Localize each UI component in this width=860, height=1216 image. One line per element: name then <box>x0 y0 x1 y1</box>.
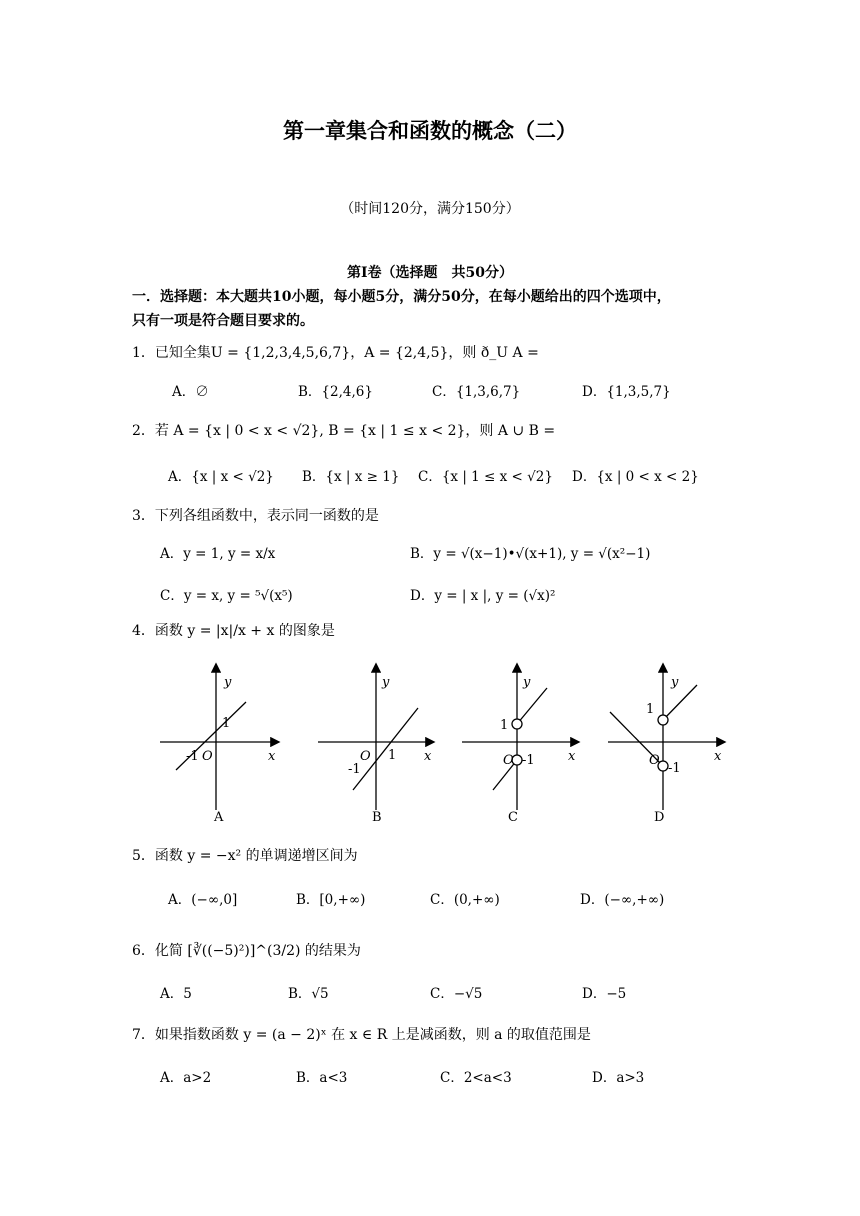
graph-c-x-label: x <box>568 749 576 764</box>
graph-a-one: 1 <box>222 716 231 731</box>
question-7-option-a: A．a>2 <box>160 1070 212 1086</box>
graph-b-y-label: y <box>382 675 390 690</box>
graph-a-x-label: x <box>268 749 276 764</box>
part-header: 第Ⅰ卷（选择题 共50分） <box>346 265 514 281</box>
question-5-option-c: C．(0,+∞) <box>430 892 500 908</box>
question-2-stem: 2．若 A = {x | 0 < x < √2}, B = {x | 1 ≤ x < 2}，则 A ∪ B = <box>132 423 556 439</box>
question-5-option-d: D．(−∞,+∞) <box>580 892 665 908</box>
graph-c-caption: C <box>508 810 518 825</box>
question-2-option-a: A．{x | x < √2} <box>168 469 274 485</box>
graph-b-one: 1 <box>388 748 397 763</box>
graph-a-y-label: y <box>224 675 232 690</box>
question-4-graphs <box>150 660 730 840</box>
question-5-option-b: B．[0,+∞) <box>296 892 366 908</box>
graph-c-neg-one: -1 <box>522 753 535 768</box>
graph-d-y-label: y <box>671 675 679 690</box>
question-3-stem: 3．下列各组函数中，表示同一函数的是 <box>132 508 379 524</box>
graph-c-one: 1 <box>500 718 509 733</box>
graph-b-origin: O <box>360 749 371 764</box>
graph-d-x-label: x <box>714 749 722 764</box>
question-6-stem: 6．化简 [∛((−5)²)]^(3/2) 的结果为 <box>132 943 361 959</box>
question-1-option-b: B．{2,4,6} <box>298 384 373 400</box>
graph-c-origin: O <box>503 753 514 768</box>
question-2-option-b: B．{x | x ≥ 1} <box>302 469 400 485</box>
question-1-option-a: A．∅ <box>172 384 209 400</box>
question-2-option-d: D．{x | 0 < x < 2} <box>572 469 699 485</box>
page-title: 第一章集合和函数的概念（二） <box>283 118 577 143</box>
graph-c <box>462 665 578 810</box>
graph-b-x-label: x <box>424 749 432 764</box>
graph-d-one: 1 <box>646 702 655 717</box>
question-7-option-d: D．a>3 <box>592 1070 645 1086</box>
graph-d-neg-one: -1 <box>668 761 681 776</box>
question-4-stem: 4．函数 y = |x|/x + x 的图象是 <box>132 623 335 639</box>
graph-b <box>318 665 433 810</box>
question-6-option-c: C．−√5 <box>430 986 483 1002</box>
graph-a-neg-one: -1 <box>186 749 199 764</box>
graph-d <box>608 665 724 810</box>
time-score-note: （时间120分，满分150分） <box>340 201 520 217</box>
graph-a <box>160 665 278 810</box>
question-7-option-b: B．a<3 <box>296 1070 348 1086</box>
question-6-option-d: D．−5 <box>582 986 627 1002</box>
question-3-option-c: C．y = x, y = ⁵√(x⁵) <box>160 588 293 604</box>
graph-d-caption: D <box>654 810 665 825</box>
section-instruction-line2: 只有一项是符合题目要求的。 <box>132 313 314 329</box>
graph-a-caption: A <box>214 810 224 825</box>
section-instruction-line1: 一．选择题：本大题共10小题，每小题5分，满分50分，在每小题给出的四个选项中， <box>132 289 671 305</box>
question-3-option-d: D．y = | x |, y = (√x)² <box>410 588 556 604</box>
question-7-option-c: C．2<a<3 <box>440 1070 512 1086</box>
graph-d-origin: O <box>649 753 660 768</box>
question-1-option-d: D．{1,3,5,7} <box>582 384 671 400</box>
graph-b-neg-one: -1 <box>348 762 361 777</box>
question-6-option-a: A．5 <box>160 986 192 1002</box>
question-1-stem: 1．已知全集U = {1,2,3,4,5,6,7}，A = {2,4,5}，则 ð_U A = <box>132 345 539 361</box>
question-6-option-b: B．√5 <box>288 986 329 1002</box>
question-7-stem: 7．如果指数函数 y = (a − 2)ˣ 在 x ∈ R 上是减函数，则 a 的取值范围是 <box>132 1027 591 1043</box>
question-2-option-c: C．{x | 1 ≤ x < √2} <box>418 469 553 485</box>
graph-c-y-label: y <box>523 675 531 690</box>
graph-b-caption: B <box>372 810 382 825</box>
question-1-option-c: C．{1,3,6,7} <box>432 384 521 400</box>
question-5-option-a: A．(−∞,0] <box>168 892 238 908</box>
question-3-option-b: B．y = √(x−1)•√(x+1), y = √(x²−1) <box>410 546 651 562</box>
question-3-option-a: A．y = 1, y = x/x <box>160 546 276 562</box>
graph-a-origin: O <box>202 749 213 764</box>
question-5-stem: 5．函数 y = −x² 的单调递增区间为 <box>132 848 358 864</box>
